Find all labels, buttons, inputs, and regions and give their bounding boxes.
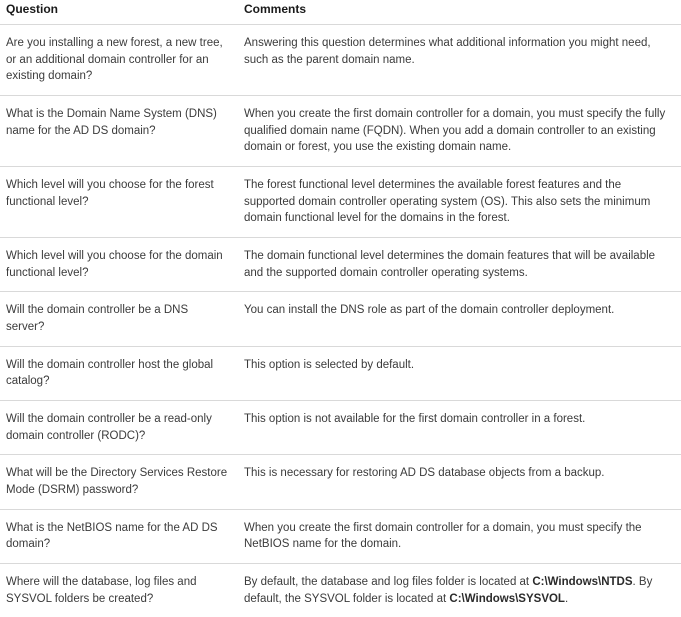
question-cell: Will the domain controller be a read-only domain controller (RODC)? [0, 401, 238, 455]
question-cell: Will the domain controller host the global catalog? [0, 346, 238, 400]
comment-cell: The forest functional level determines the available forest features and the supported domain controller operating system (OS). This also sets the minimum domain functional level for the domains in the forest. [238, 167, 681, 238]
comment-cell: This option is selected by default. [238, 346, 681, 400]
comment-cell: When you create the first domain controller for a domain, you must specify the NetBIOS name for the domain. [238, 509, 681, 563]
question-cell: Where will the database, log files and SYSVOL folders be created? [0, 564, 238, 617]
comment-cell: Answering this question determines what additional information you might need, such as the parent domain name. [238, 25, 681, 96]
column-header-comments: Comments [238, 0, 681, 25]
table-row [0, 238, 681, 292]
question-cell: What is the Domain Name System (DNS) name for the AD DS domain? [0, 96, 238, 167]
table-row [0, 401, 681, 455]
question-cell: Are you installing a new forest, a new tree, or an additional domain controller for an existing domain? [0, 25, 238, 96]
question-cell: Which level will you choose for the forest functional level? [0, 167, 238, 238]
comment-text: . [565, 593, 568, 605]
question-cell: What will be the Directory Services Restore Mode (DSRM) password? [0, 455, 238, 509]
comment-path: C:\Windows\NTDS [532, 576, 632, 588]
table-body [0, 25, 681, 617]
table-row [0, 25, 681, 96]
comment-text: . By default, the SYSVOL folder is located at [244, 576, 652, 605]
comment-text: By default, the database and log files folder is located at [244, 576, 532, 588]
comment-cell [238, 564, 681, 617]
comment-cell: When you create the first domain controller for a domain, you must specify the fully qualified domain name (FQDN). When you add a domain controller to an existing domain or forest, you use the existing domain name. [238, 96, 681, 167]
comment-cell: You can install the DNS role as part of the domain controller deployment. [238, 292, 681, 346]
comment-path: C:\Windows\SYSVOL [449, 593, 565, 605]
question-cell: Will the domain controller be a DNS server? [0, 292, 238, 346]
column-header-question: Question [0, 0, 238, 25]
question-cell: What is the NetBIOS name for the AD DS domain? [0, 509, 238, 563]
comment-cell: The domain functional level determines the domain features that will be available and the supported domain controller operating systems. [238, 238, 681, 292]
comment-cell: This is necessary for restoring AD DS database objects from a backup. [238, 455, 681, 509]
table-row [0, 346, 681, 400]
comment-cell: This option is not available for the first domain controller in a forest. [238, 401, 681, 455]
question-cell: Which level will you choose for the domain functional level? [0, 238, 238, 292]
table-header-row [0, 0, 681, 25]
table-row [0, 96, 681, 167]
table-row [0, 564, 681, 617]
table-head [0, 0, 681, 25]
table-row [0, 509, 681, 563]
table-row [0, 455, 681, 509]
table-row [0, 167, 681, 238]
table-row [0, 292, 681, 346]
